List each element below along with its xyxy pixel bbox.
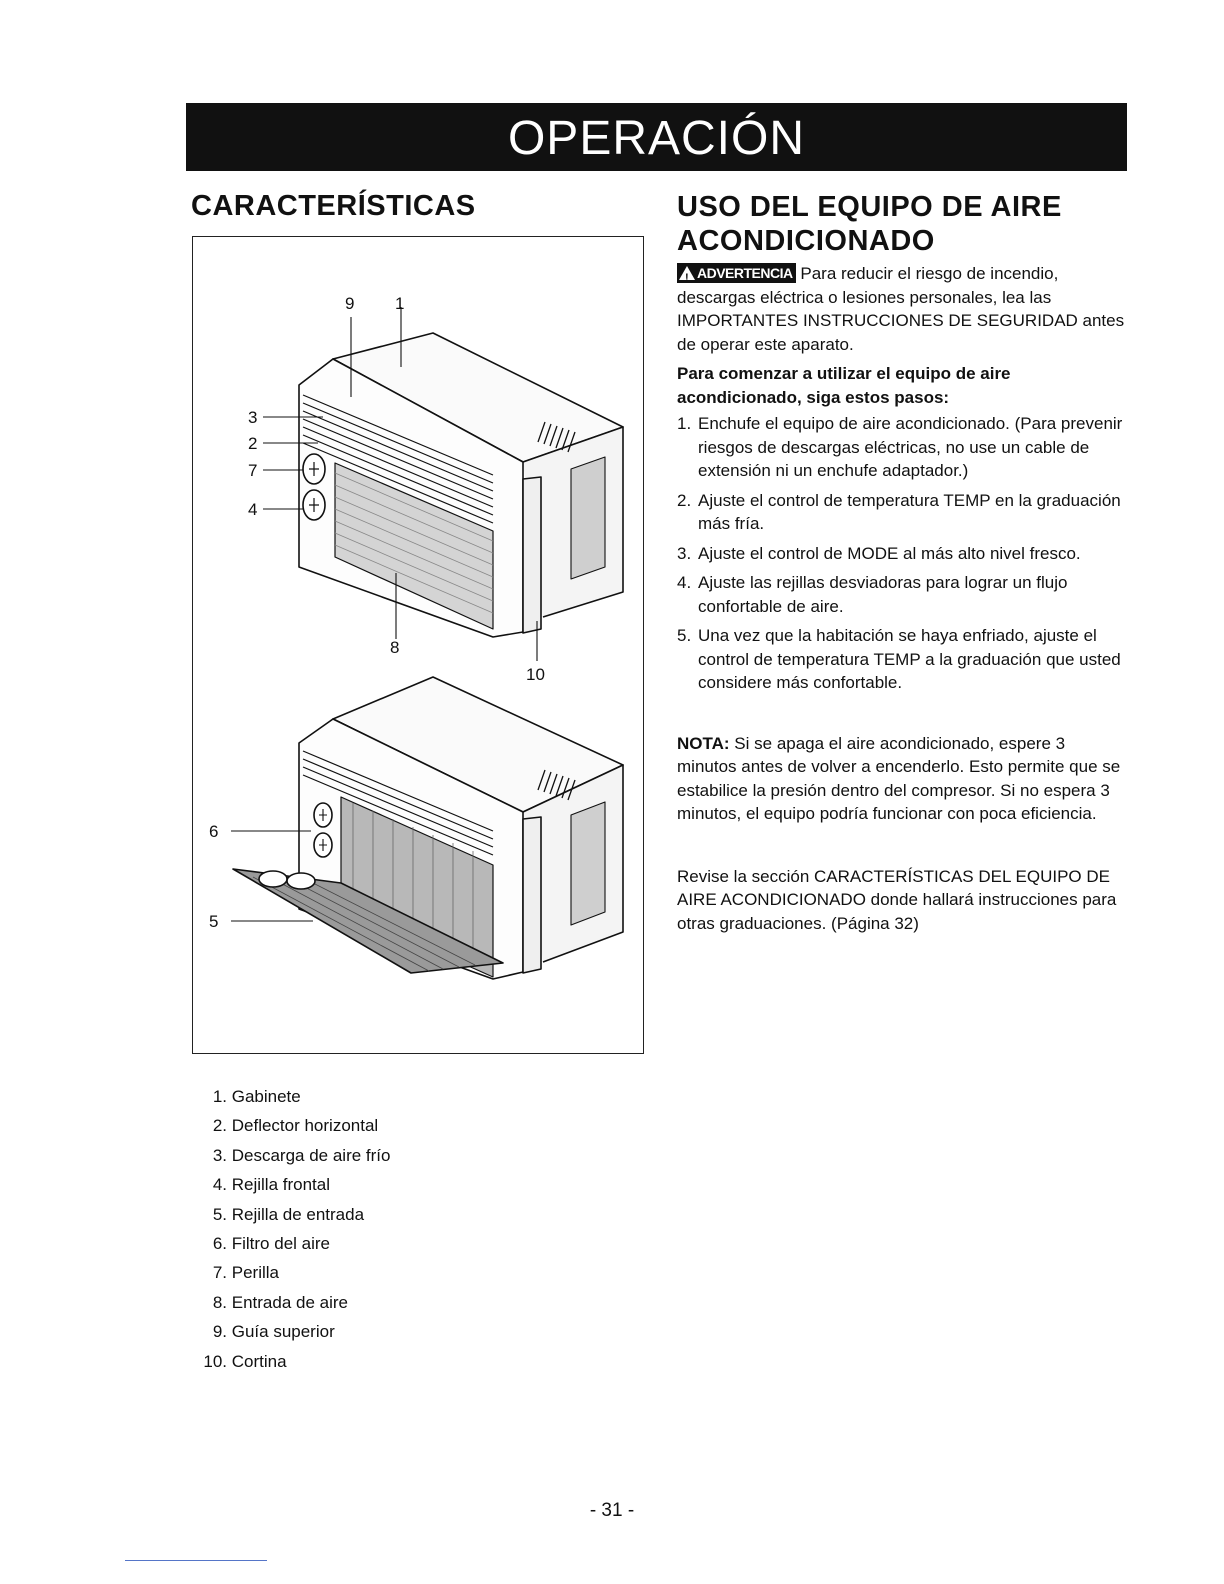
list-item: 7. Perilla [212,1263,279,1283]
list-item: 2. Ajuste el control de temperatura TEMP en la graduación más fría. [677,490,1121,533]
parts-list [202,1086,390,1380]
list-item: 1. Enchufe el equipo de aire acondicionado. (Para prevenir riesgos de descargas eléctricas, no use un cable de extensión ni un enchufe adaptador.) [677,414,1123,480]
steps-list [677,412,1125,695]
callout-4: 4 [248,500,258,519]
callout-6: 6 [209,822,219,841]
list-item: 5. Rejilla de entrada [212,1204,365,1224]
warning-badge [677,263,796,283]
footer-divider [125,1560,267,1561]
callout-3: 3 [248,408,258,427]
list-item: 1. Gabinete [212,1087,301,1106]
list-item: 5. Una vez que la habitación se haya enfriado, ajuste el control de temperatura TEMP a la graduación que usted considere más confortable. [677,626,1121,692]
list-item: 10. Cortina [203,1351,287,1371]
warning-paragraph [677,262,1125,356]
callout-10: 10 [526,665,545,684]
list-item: 3. Descarga de aire frío [212,1145,391,1165]
list-item: 6. Filtro del aire [212,1233,330,1253]
note-label: NOTA: [677,733,730,753]
warning-triangle-icon: ! [679,266,695,280]
list-item: 4. Rejilla frontal [212,1175,330,1195]
features-heading: CARACTERÍSTICAS [191,190,476,222]
usage-heading: USO DEL EQUIPO DE AIRE ACONDICIONADO [677,191,1062,257]
callout-7: 7 [248,461,258,480]
reference-paragraph: Revise la sección CARACTERÍSTICAS DEL EQUIPO DE AIRE ACONDICIONADO donde hallará instrucciones para otras graduaciones. (Página 32) [677,866,1117,933]
callout-8: 8 [390,638,400,657]
callout-2: 2 [248,434,258,453]
list-item: 2. Deflector horizontal [212,1116,379,1136]
callout-1: 1 [395,294,405,313]
callout-5: 5 [209,912,219,931]
callout-9: 9 [345,294,355,313]
note-text: Si se apaga el aire acondicionado, espere 3 minutos antes de volver a encenderlo. Esto permite que se estabilice la presión dentro del compresor. Si no espera 3 minutos, el equipo podría funcionar con poca eficiencia. [677,733,1121,823]
section-title: OPERACIÓN [507,112,806,165]
section-banner [186,103,1127,171]
air-conditioner-figure [192,236,644,1054]
warning-text: Para reducir el riesgo de incendio, descargas eléctrica o lesiones personales, lea las IMPORTANTES INSTRUCCIONES DE SEGURIDAD antes de operar este aparato. [677,264,1125,354]
steps-intro: Para comenzar a utilizar el equipo de aire acondicionado, siga estos pasos: [677,364,1011,407]
page-number: - 31 - [589,1500,635,1521]
list-item: 9. Guía superior [212,1322,335,1342]
note-paragraph [677,732,1125,826]
air-conditioner-illustration [193,237,645,1055]
list-item: 4. Ajuste las rejillas desviadoras para lograr un flujo confortable de aire. [677,573,1068,616]
list-item: 3. Ajuste el control de MODE al más alto nivel fresco. [677,543,1081,563]
list-item: 8. Entrada de aire [212,1292,348,1312]
warning-label: ADVERTENCIA [697,265,793,281]
usage-section [677,262,1125,935]
